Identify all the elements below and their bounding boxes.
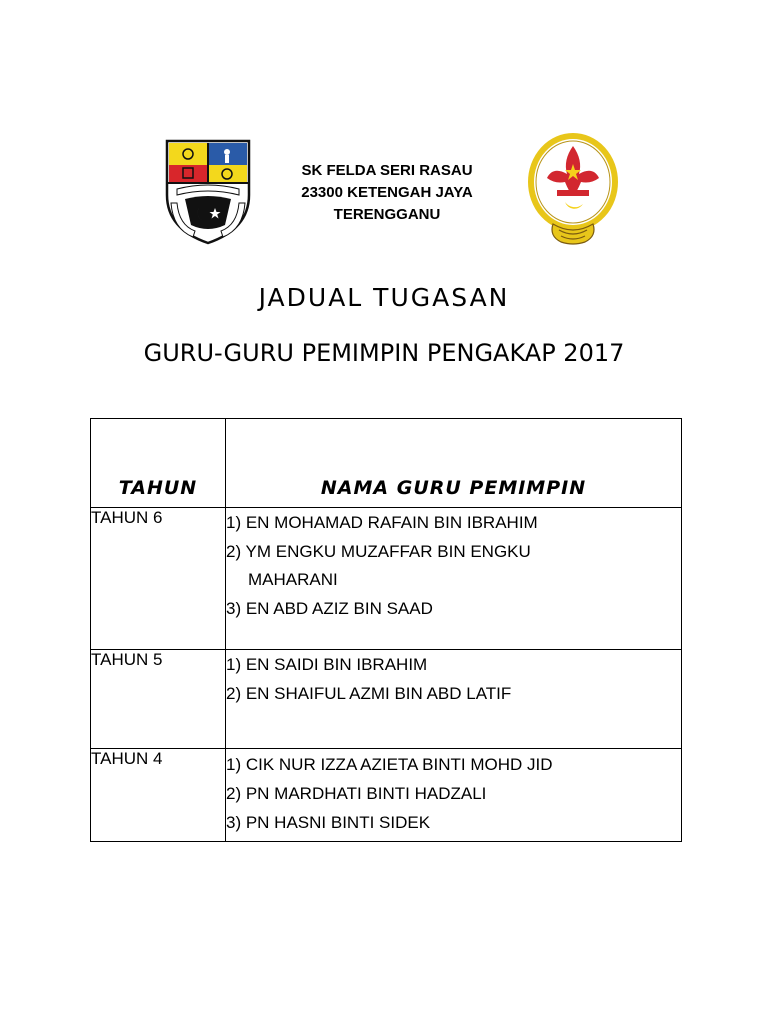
teacher-list-cell bbox=[226, 508, 682, 650]
teacher-name: 1) CIK NUR IZZA AZIETA BINTI MOHD JID bbox=[226, 755, 553, 774]
school-name: SK FELDA SERI RASAU bbox=[301, 162, 473, 179]
school-crest-icon bbox=[163, 137, 253, 245]
teacher-name: 1) EN SAIDI BIN IBRAHIM bbox=[226, 655, 428, 674]
scout-emblem-icon bbox=[527, 132, 619, 250]
school-crest-logo bbox=[163, 137, 253, 245]
school-address-line: 23300 KETENGAH JAYA bbox=[301, 184, 473, 201]
year-cell: TAHUN 5 bbox=[91, 650, 226, 749]
teacher-name: 2) PN MARDHATI BINTI HADZALI bbox=[226, 784, 487, 803]
page-title: JADUAL TUGASAN bbox=[258, 283, 510, 312]
column-header-year: TAHUN bbox=[91, 419, 226, 508]
school-address-block bbox=[262, 160, 512, 226]
table-header-row bbox=[91, 419, 682, 508]
teacher-list-cell bbox=[226, 749, 682, 842]
teacher-name-continued: MAHARANI bbox=[248, 570, 338, 589]
teacher-roster-table bbox=[90, 418, 682, 842]
table-row bbox=[91, 749, 682, 842]
year-cell: TAHUN 4 bbox=[91, 749, 226, 842]
year-cell: TAHUN 6 bbox=[91, 508, 226, 650]
teacher-name: 2) YM ENGKU MUZAFFAR BIN ENGKU bbox=[226, 542, 531, 561]
teacher-list-cell bbox=[226, 650, 682, 749]
teacher-name: 2) EN SHAIFUL AZMI BIN ABD LATIF bbox=[226, 684, 512, 703]
scout-emblem-logo bbox=[527, 132, 619, 250]
teacher-name: 3) PN HASNI BINTI SIDEK bbox=[226, 813, 431, 832]
column-header-teachers: NAMA GURU PEMIMPIN bbox=[226, 419, 682, 508]
table-row bbox=[91, 650, 682, 749]
teacher-name: 1) EN MOHAMAD RAFAIN BIN IBRAHIM bbox=[226, 513, 538, 532]
table-row bbox=[91, 508, 682, 650]
page-subtitle: GURU-GURU PEMIMPIN PENGAKAP 2017 bbox=[143, 339, 625, 367]
teacher-name: 3) EN ABD AZIZ BIN SAAD bbox=[226, 599, 433, 618]
school-state: TERENGGANU bbox=[333, 206, 441, 223]
